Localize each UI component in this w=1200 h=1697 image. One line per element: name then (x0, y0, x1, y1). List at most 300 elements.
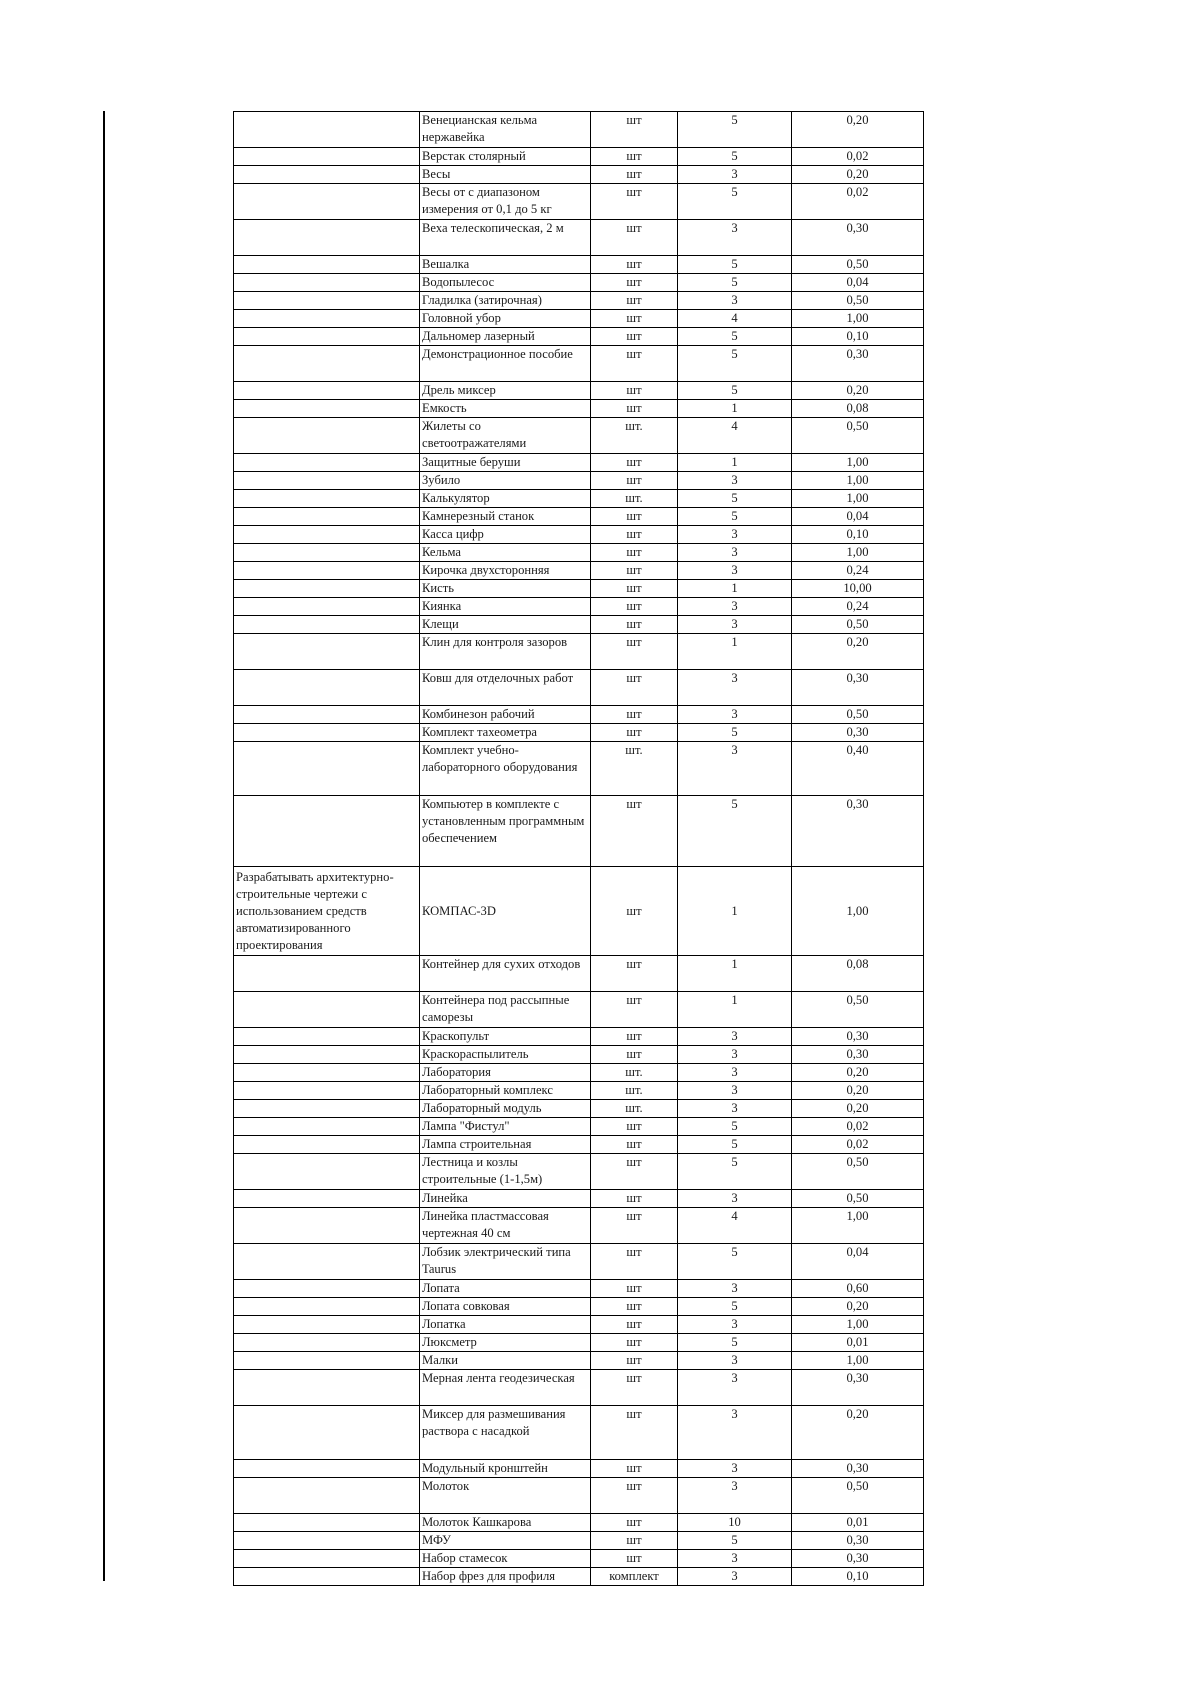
quantity-cell: 3 (678, 1370, 792, 1406)
table-row (234, 1316, 924, 1334)
item-name-cell: Вешалка (420, 256, 591, 274)
competency-cell (234, 1370, 420, 1406)
competency-cell (234, 1082, 420, 1100)
equipment-table (233, 111, 924, 1586)
quantity-cell: 1 (678, 867, 792, 956)
table-row (234, 1100, 924, 1118)
item-name-cell: Лампа "Фистул" (420, 1118, 591, 1136)
competency-cell (234, 670, 420, 706)
unit-cell: шт (591, 1298, 678, 1316)
unit-cell: шт (591, 274, 678, 292)
item-name-cell: Весы (420, 166, 591, 184)
item-name-cell: Весы от с диапазоном измерения от 0,1 до 5 кг (420, 184, 591, 220)
quantity-cell: 3 (678, 472, 792, 490)
unit-cell: шт (591, 1136, 678, 1154)
competency-cell (234, 1064, 420, 1082)
item-name-cell: Клин для контроля зазоров (420, 634, 591, 670)
norm-cell: 0,02 (792, 184, 924, 220)
competency-cell (234, 382, 420, 400)
quantity-cell: 3 (678, 166, 792, 184)
item-name-cell: Жилеты со светоотражателями (420, 418, 591, 454)
table-row (234, 1118, 924, 1136)
competency-cell (234, 148, 420, 166)
item-name-cell: Дальномер лазерный (420, 328, 591, 346)
competency-cell (234, 1244, 420, 1280)
unit-cell: шт (591, 544, 678, 562)
competency-cell (234, 1568, 420, 1586)
competency-cell (234, 1118, 420, 1136)
norm-cell: 0,50 (792, 616, 924, 634)
item-name-cell: Дрель миксер (420, 382, 591, 400)
competency-cell (234, 346, 420, 382)
item-name-cell: Люксметр (420, 1334, 591, 1352)
item-name-cell: Линейка (420, 1190, 591, 1208)
quantity-cell: 3 (678, 1406, 792, 1460)
unit-cell: шт (591, 256, 678, 274)
norm-cell: 0,02 (792, 1118, 924, 1136)
quantity-cell: 3 (678, 1352, 792, 1370)
norm-cell: 0,08 (792, 956, 924, 992)
quantity-cell: 3 (678, 220, 792, 256)
quantity-cell: 3 (678, 1550, 792, 1568)
table-row (234, 508, 924, 526)
competency-cell (234, 1298, 420, 1316)
competency-cell: Разрабатывать архитектурно-строительные чертежи с использованием средств автоматизированного проектирования (234, 867, 420, 956)
table-row (234, 526, 924, 544)
quantity-cell: 3 (678, 1568, 792, 1586)
unit-cell: шт (591, 1208, 678, 1244)
table-row (234, 1352, 924, 1370)
quantity-cell: 5 (678, 1298, 792, 1316)
unit-cell: шт (591, 1334, 678, 1352)
table-row (234, 1082, 924, 1100)
table-row (234, 346, 924, 382)
norm-cell: 0,50 (792, 1478, 924, 1514)
quantity-cell: 5 (678, 382, 792, 400)
competency-cell (234, 328, 420, 346)
competency-cell (234, 526, 420, 544)
competency-cell (234, 706, 420, 724)
quantity-cell: 1 (678, 454, 792, 472)
table-row (234, 616, 924, 634)
unit-cell: шт (591, 148, 678, 166)
item-name-cell: Киянка (420, 598, 591, 616)
table-row (234, 1334, 924, 1352)
competency-cell (234, 1406, 420, 1460)
table-row (234, 956, 924, 992)
table-row (234, 634, 924, 670)
unit-cell: шт. (591, 418, 678, 454)
unit-cell: шт (591, 508, 678, 526)
quantity-cell: 3 (678, 598, 792, 616)
item-name-cell: Кирочка двухсторонняя (420, 562, 591, 580)
competency-cell (234, 1316, 420, 1334)
quantity-cell: 5 (678, 1136, 792, 1154)
competency-cell (234, 1334, 420, 1352)
item-name-cell: Калькулятор (420, 490, 591, 508)
table-row (234, 1406, 924, 1460)
unit-cell: шт. (591, 1064, 678, 1082)
item-name-cell: Краскораспылитель (420, 1046, 591, 1064)
table-row (234, 1064, 924, 1082)
quantity-cell: 5 (678, 184, 792, 220)
norm-cell: 0,08 (792, 400, 924, 418)
competency-cell (234, 1028, 420, 1046)
item-name-cell: Лопата совковая (420, 1298, 591, 1316)
item-name-cell: Лобзик электрический типа Taurus (420, 1244, 591, 1280)
item-name-cell: Лабораторный комплекс (420, 1082, 591, 1100)
norm-cell: 0,04 (792, 508, 924, 526)
competency-cell (234, 274, 420, 292)
unit-cell: шт (591, 1280, 678, 1298)
item-name-cell: Водопылесос (420, 274, 591, 292)
competency-cell (234, 634, 420, 670)
table-row (234, 742, 924, 796)
item-name-cell: Демонстрационное пособие (420, 346, 591, 382)
item-name-cell: Зубило (420, 472, 591, 490)
unit-cell: шт (591, 112, 678, 148)
competency-cell (234, 184, 420, 220)
item-name-cell: Линейка пластмассовая чертежная 40 см (420, 1208, 591, 1244)
table-row (234, 112, 924, 148)
unit-cell: шт (591, 400, 678, 418)
item-name-cell: Молоток Кашкарова (420, 1514, 591, 1532)
norm-cell: 0,10 (792, 1568, 924, 1586)
item-name-cell: Лопата (420, 1280, 591, 1298)
item-name-cell: Лампа строительная (420, 1136, 591, 1154)
competency-cell (234, 616, 420, 634)
norm-cell: 0,01 (792, 1514, 924, 1532)
competency-cell (234, 742, 420, 796)
quantity-cell: 5 (678, 508, 792, 526)
table-row (234, 274, 924, 292)
norm-cell: 0,20 (792, 112, 924, 148)
norm-cell: 0,30 (792, 220, 924, 256)
norm-cell: 0,04 (792, 1244, 924, 1280)
competency-cell (234, 490, 420, 508)
item-name-cell: Лопатка (420, 1316, 591, 1334)
quantity-cell: 3 (678, 562, 792, 580)
table-row (234, 184, 924, 220)
quantity-cell: 5 (678, 112, 792, 148)
table-row (234, 400, 924, 418)
competency-cell (234, 508, 420, 526)
competency-cell (234, 1046, 420, 1064)
norm-cell: 0,30 (792, 796, 924, 867)
quantity-cell: 3 (678, 1064, 792, 1082)
item-name-cell: Лаборатория (420, 1064, 591, 1082)
quantity-cell: 1 (678, 400, 792, 418)
unit-cell: шт (591, 1550, 678, 1568)
table-row (234, 1370, 924, 1406)
quantity-cell: 1 (678, 956, 792, 992)
norm-cell: 0,20 (792, 634, 924, 670)
table-row (234, 724, 924, 742)
norm-cell: 0,10 (792, 526, 924, 544)
norm-cell: 0,20 (792, 382, 924, 400)
unit-cell: шт (591, 166, 678, 184)
norm-cell: 0,50 (792, 256, 924, 274)
quantity-cell: 3 (678, 1316, 792, 1334)
competency-cell (234, 1280, 420, 1298)
table-row (234, 992, 924, 1028)
table-row (234, 867, 924, 956)
competency-cell (234, 400, 420, 418)
unit-cell: шт (591, 184, 678, 220)
norm-cell: 0,01 (792, 1334, 924, 1352)
item-name-cell: Венецианская кельма нержавейка (420, 112, 591, 148)
competency-cell (234, 1514, 420, 1532)
quantity-cell: 3 (678, 1280, 792, 1298)
norm-cell: 0,10 (792, 328, 924, 346)
unit-cell: шт (591, 310, 678, 328)
unit-cell: шт (591, 292, 678, 310)
item-name-cell: Клещи (420, 616, 591, 634)
unit-cell: шт (591, 328, 678, 346)
norm-cell: 1,00 (792, 454, 924, 472)
table-row (234, 1298, 924, 1316)
item-name-cell: Компьютер в комплекте с установленным программным обеспечением (420, 796, 591, 867)
item-name-cell: Камнерезный станок (420, 508, 591, 526)
norm-cell: 0,30 (792, 1460, 924, 1478)
unit-cell: шт (591, 1370, 678, 1406)
competency-cell (234, 1136, 420, 1154)
table-row (234, 1460, 924, 1478)
item-name-cell: Емкость (420, 400, 591, 418)
table-row (234, 1514, 924, 1532)
norm-cell: 0,50 (792, 1190, 924, 1208)
norm-cell: 0,20 (792, 166, 924, 184)
norm-cell: 0,50 (792, 992, 924, 1028)
table-row (234, 544, 924, 562)
competency-cell (234, 796, 420, 867)
competency-cell (234, 598, 420, 616)
competency-cell (234, 992, 420, 1028)
norm-cell: 0,30 (792, 1550, 924, 1568)
item-name-cell: Малки (420, 1352, 591, 1370)
norm-cell: 0,30 (792, 670, 924, 706)
unit-cell: комплект (591, 1568, 678, 1586)
competency-cell (234, 256, 420, 274)
table-row (234, 1154, 924, 1190)
unit-cell: шт (591, 1154, 678, 1190)
page-margin-line (103, 111, 105, 1581)
quantity-cell: 3 (678, 670, 792, 706)
competency-cell (234, 1460, 420, 1478)
item-name-cell: Комбинезон рабочий (420, 706, 591, 724)
quantity-cell: 10 (678, 1514, 792, 1532)
quantity-cell: 5 (678, 1532, 792, 1550)
unit-cell: шт (591, 526, 678, 544)
competency-cell (234, 220, 420, 256)
quantity-cell: 5 (678, 1154, 792, 1190)
unit-cell: шт (591, 1406, 678, 1460)
equipment-table-body (234, 112, 924, 1586)
quantity-cell: 3 (678, 292, 792, 310)
competency-cell (234, 472, 420, 490)
competency-cell (234, 544, 420, 562)
table-row (234, 490, 924, 508)
item-name-cell: Миксер для размешивания раствора с насадкой (420, 1406, 591, 1460)
norm-cell: 0,40 (792, 742, 924, 796)
competency-cell (234, 112, 420, 148)
quantity-cell: 5 (678, 796, 792, 867)
table-row (234, 292, 924, 310)
quantity-cell: 3 (678, 1046, 792, 1064)
competency-cell (234, 454, 420, 472)
unit-cell: шт (591, 634, 678, 670)
norm-cell: 0,20 (792, 1100, 924, 1118)
unit-cell: шт (591, 1316, 678, 1334)
table-row (234, 418, 924, 454)
competency-cell (234, 1100, 420, 1118)
competency-cell (234, 956, 420, 992)
quantity-cell: 5 (678, 1334, 792, 1352)
norm-cell: 1,00 (792, 490, 924, 508)
norm-cell: 0,30 (792, 1370, 924, 1406)
quantity-cell: 3 (678, 1028, 792, 1046)
norm-cell: 0,50 (792, 292, 924, 310)
table-row (234, 256, 924, 274)
norm-cell: 0,20 (792, 1406, 924, 1460)
unit-cell: шт (591, 992, 678, 1028)
table-row (234, 1244, 924, 1280)
competency-cell (234, 1352, 420, 1370)
norm-cell: 0,50 (792, 1154, 924, 1190)
unit-cell: шт (591, 1118, 678, 1136)
item-name-cell: Кисть (420, 580, 591, 598)
competency-cell (234, 562, 420, 580)
quantity-cell: 5 (678, 346, 792, 382)
norm-cell: 0,04 (792, 274, 924, 292)
unit-cell: шт (591, 1478, 678, 1514)
unit-cell: шт (591, 796, 678, 867)
norm-cell: 0,02 (792, 1136, 924, 1154)
table-row (234, 598, 924, 616)
unit-cell: шт (591, 580, 678, 598)
quantity-cell: 5 (678, 1244, 792, 1280)
unit-cell: шт. (591, 742, 678, 796)
unit-cell: шт. (591, 1100, 678, 1118)
competency-cell (234, 1478, 420, 1514)
unit-cell: шт (591, 670, 678, 706)
table-row (234, 1550, 924, 1568)
unit-cell: шт (591, 1046, 678, 1064)
item-name-cell: Ковш для отделочных работ (420, 670, 591, 706)
table-row (234, 1136, 924, 1154)
competency-cell (234, 1154, 420, 1190)
quantity-cell: 4 (678, 310, 792, 328)
norm-cell: 0,20 (792, 1082, 924, 1100)
table-row (234, 328, 924, 346)
quantity-cell: 5 (678, 274, 792, 292)
quantity-cell: 3 (678, 544, 792, 562)
competency-cell (234, 724, 420, 742)
competency-cell (234, 166, 420, 184)
competency-cell (234, 310, 420, 328)
norm-cell: 0,30 (792, 1046, 924, 1064)
quantity-cell: 1 (678, 634, 792, 670)
unit-cell: шт (591, 1190, 678, 1208)
item-name-cell: Контейнера под рассыпные саморезы (420, 992, 591, 1028)
table-row (234, 562, 924, 580)
unit-cell: шт (591, 724, 678, 742)
quantity-cell: 5 (678, 724, 792, 742)
table-row (234, 382, 924, 400)
quantity-cell: 5 (678, 490, 792, 508)
norm-cell: 0,30 (792, 346, 924, 382)
item-name-cell: Молоток (420, 1478, 591, 1514)
item-name-cell: Комплект тахеометра (420, 724, 591, 742)
unit-cell: шт (591, 1244, 678, 1280)
item-name-cell: КОМПАС-3D (420, 867, 591, 956)
norm-cell: 0,20 (792, 1298, 924, 1316)
table-row (234, 1478, 924, 1514)
unit-cell: шт (591, 1028, 678, 1046)
table-row (234, 1190, 924, 1208)
quantity-cell: 4 (678, 1208, 792, 1244)
competency-cell (234, 292, 420, 310)
quantity-cell: 3 (678, 1082, 792, 1100)
unit-cell: шт (591, 454, 678, 472)
unit-cell: шт (591, 1532, 678, 1550)
item-name-cell: Модульный кронштейн (420, 1460, 591, 1478)
quantity-cell: 3 (678, 1478, 792, 1514)
item-name-cell: Комплект учебно-лабораторного оборудования (420, 742, 591, 796)
norm-cell: 1,00 (792, 310, 924, 328)
unit-cell: шт (591, 1352, 678, 1370)
table-row (234, 580, 924, 598)
item-name-cell: Набор стамесок (420, 1550, 591, 1568)
norm-cell: 0,20 (792, 1064, 924, 1082)
quantity-cell: 3 (678, 706, 792, 724)
table-row (234, 166, 924, 184)
norm-cell: 10,00 (792, 580, 924, 598)
norm-cell: 0,30 (792, 1028, 924, 1046)
item-name-cell: Набор фрез для профиля (420, 1568, 591, 1586)
quantity-cell: 5 (678, 328, 792, 346)
table-row (234, 472, 924, 490)
table-row (234, 1208, 924, 1244)
unit-cell: шт (591, 1460, 678, 1478)
norm-cell: 0,60 (792, 1280, 924, 1298)
norm-cell: 0,24 (792, 562, 924, 580)
norm-cell: 0,02 (792, 148, 924, 166)
quantity-cell: 5 (678, 256, 792, 274)
unit-cell: шт (591, 562, 678, 580)
norm-cell: 1,00 (792, 1316, 924, 1334)
unit-cell: шт (591, 956, 678, 992)
unit-cell: шт (591, 616, 678, 634)
item-name-cell: Защитные беруши (420, 454, 591, 472)
competency-cell (234, 1208, 420, 1244)
quantity-cell: 5 (678, 1118, 792, 1136)
item-name-cell: Контейнер для сухих отходов (420, 956, 591, 992)
unit-cell: шт (591, 382, 678, 400)
quantity-cell: 3 (678, 1100, 792, 1118)
unit-cell: шт (591, 220, 678, 256)
table-row (234, 1532, 924, 1550)
quantity-cell: 3 (678, 1190, 792, 1208)
competency-cell (234, 1550, 420, 1568)
norm-cell: 0,50 (792, 706, 924, 724)
item-name-cell: Верстак столярный (420, 148, 591, 166)
table-row (234, 454, 924, 472)
quantity-cell: 1 (678, 580, 792, 598)
quantity-cell: 1 (678, 992, 792, 1028)
unit-cell: шт (591, 472, 678, 490)
item-name-cell: Головной убор (420, 310, 591, 328)
